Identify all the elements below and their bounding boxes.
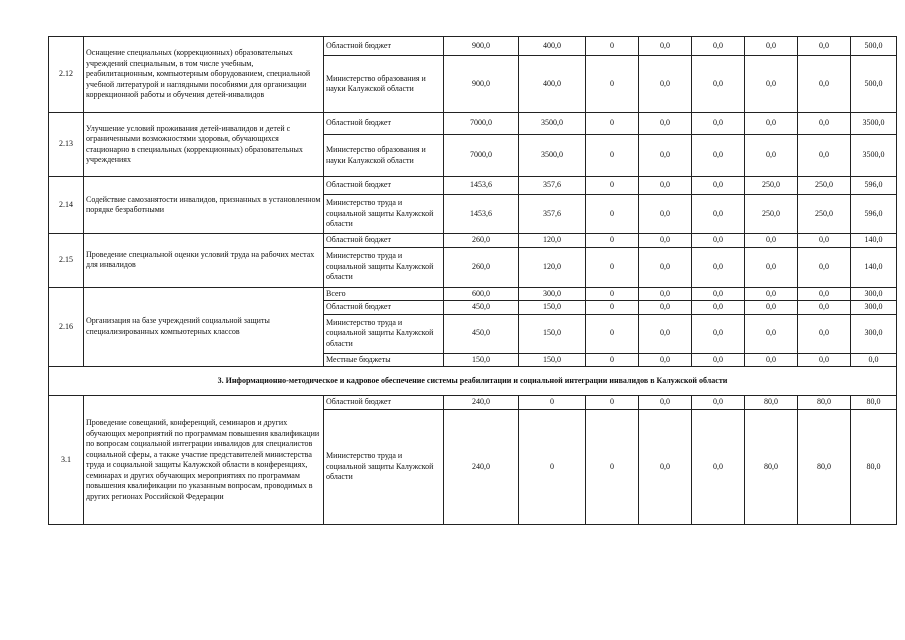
amount-cell: 0,0 [745, 314, 798, 353]
amount-cell: 0,0 [639, 113, 692, 135]
amount-cell: 0 [519, 410, 586, 525]
amount-cell: 0,0 [798, 113, 851, 135]
amount-cell: 0,0 [851, 353, 897, 367]
amount-cell: 0,0 [639, 195, 692, 234]
amount-cell: 0,0 [692, 301, 745, 315]
amount-cell: 0,0 [745, 234, 798, 248]
amount-cell: 500,0 [851, 56, 897, 113]
amount-cell: 300,0 [851, 287, 897, 301]
amount-cell: 300,0 [519, 287, 586, 301]
amount-cell: 1453,6 [444, 195, 519, 234]
amount-cell: 0,0 [745, 113, 798, 135]
amount-cell: 0,0 [639, 177, 692, 195]
amount-cell: 0 [586, 56, 639, 113]
funding-source: Министерство труда и социальной защиты Калужской области [324, 195, 444, 234]
amount-cell: 596,0 [851, 195, 897, 234]
amount-cell: 0,0 [798, 247, 851, 287]
amount-cell: 0,0 [639, 56, 692, 113]
amount-cell: 120,0 [519, 247, 586, 287]
amount-cell: 150,0 [444, 353, 519, 367]
amount-cell: 500,0 [851, 37, 897, 56]
section-title: 3. Информационно-методическое и кадровое обеспечение системы реабилитации и социальной интеграции инвалидов в Калужской области [49, 367, 897, 396]
amount-cell: 80,0 [745, 396, 798, 410]
funding-source: Областной бюджет [324, 396, 444, 410]
amount-cell: 7000,0 [444, 113, 519, 135]
amount-cell: 0 [586, 353, 639, 367]
table-row [49, 287, 897, 301]
amount-cell: 0,0 [745, 287, 798, 301]
amount-cell: 596,0 [851, 177, 897, 195]
item-number: 3.1 [49, 396, 84, 525]
amount-cell: 250,0 [798, 195, 851, 234]
amount-cell: 0,0 [692, 113, 745, 135]
amount-cell: 400,0 [519, 56, 586, 113]
amount-cell: 0 [519, 396, 586, 410]
amount-cell: 450,0 [444, 301, 519, 315]
amount-cell: 400,0 [519, 37, 586, 56]
amount-cell: 150,0 [519, 314, 586, 353]
amount-cell: 0,0 [639, 287, 692, 301]
amount-cell: 80,0 [851, 410, 897, 525]
amount-cell: 0,0 [745, 247, 798, 287]
amount-cell: 0,0 [745, 301, 798, 315]
amount-cell: 0,0 [639, 353, 692, 367]
amount-cell: 0,0 [745, 353, 798, 367]
funding-source: Областной бюджет [324, 113, 444, 135]
item-number: 2.14 [49, 177, 84, 234]
item-number: 2.12 [49, 37, 84, 113]
amount-cell: 260,0 [444, 247, 519, 287]
item-name: Оснащение специальных (коррекционных) образовательных учреждений специальным, в том числе учебным, реабилитационным, компьютерным оборудованием, специальной учебной литературой и наглядными пособиями для организации коррекционной работы и обучения детей-инвалидов [84, 37, 324, 113]
section-row [49, 367, 897, 396]
amount-cell: 300,0 [851, 301, 897, 315]
amount-cell: 3500,0 [519, 113, 586, 135]
amount-cell: 0 [586, 247, 639, 287]
amount-cell: 0,0 [639, 410, 692, 525]
amount-cell: 0 [586, 135, 639, 177]
amount-cell: 0 [586, 177, 639, 195]
item-number: 2.16 [49, 287, 84, 367]
amount-cell: 0,0 [798, 56, 851, 113]
amount-cell: 0,0 [639, 135, 692, 177]
amount-cell: 0,0 [798, 353, 851, 367]
amount-cell: 450,0 [444, 314, 519, 353]
table-body [49, 37, 897, 525]
amount-cell: 3500,0 [519, 135, 586, 177]
amount-cell: 0 [586, 314, 639, 353]
funding-source: Местные бюджеты [324, 353, 444, 367]
table-row [49, 177, 897, 195]
funding-source: Всего [324, 287, 444, 301]
amount-cell: 0,0 [639, 396, 692, 410]
amount-cell: 0,0 [692, 195, 745, 234]
amount-cell: 0,0 [639, 234, 692, 248]
funding-source: Министерство труда и социальной защиты Калужской области [324, 314, 444, 353]
item-name: Проведение совещаний, конференций, семинаров и других обучающих мероприятий по программам повышения квалификации по вопросам социальной интеграции инвалидов для специалистов социальной сферы, а также участие представителей министерства труда и социальной защиты Калужской области в конференциях, семинарах и других обучающих мероприятиях по программам повышения квалификации по указанным вопросам, проводимых в других регионах Российской Федерации [84, 396, 324, 525]
table-row [49, 113, 897, 135]
amount-cell: 150,0 [519, 353, 586, 367]
item-number: 2.15 [49, 234, 84, 288]
amount-cell: 250,0 [745, 177, 798, 195]
funding-source: Областной бюджет [324, 177, 444, 195]
item-name: Улучшение условий проживания детей-инвалидов и детей с ограниченными возможностями здоровья, обучающихся стационарно в специальных (коррекционных) образовательных учреждениях [84, 113, 324, 177]
amount-cell: 0,0 [798, 301, 851, 315]
amount-cell: 0,0 [692, 247, 745, 287]
amount-cell: 80,0 [851, 396, 897, 410]
amount-cell: 250,0 [798, 177, 851, 195]
funding-source: Министерство труда и социальной защиты Калужской области [324, 247, 444, 287]
amount-cell: 0,0 [639, 247, 692, 287]
amount-cell: 260,0 [444, 234, 519, 248]
amount-cell: 0 [586, 287, 639, 301]
amount-cell: 80,0 [798, 410, 851, 525]
amount-cell: 0,0 [798, 135, 851, 177]
amount-cell: 0,0 [798, 287, 851, 301]
amount-cell: 250,0 [745, 195, 798, 234]
funding-source: Областной бюджет [324, 37, 444, 56]
item-name: Организация на базе учреждений социальной защиты специализированных компьютерных классов [84, 287, 324, 367]
amount-cell: 0,0 [692, 314, 745, 353]
amount-cell: 0 [586, 195, 639, 234]
amount-cell: 0,0 [745, 135, 798, 177]
amount-cell: 0 [586, 113, 639, 135]
amount-cell: 150,0 [519, 301, 586, 315]
amount-cell: 0,0 [639, 314, 692, 353]
amount-cell: 0,0 [798, 234, 851, 248]
amount-cell: 0,0 [692, 287, 745, 301]
amount-cell: 357,6 [519, 195, 586, 234]
amount-cell: 0,0 [692, 410, 745, 525]
item-name: Проведение специальной оценки условий труда на рабочих местах для инвалидов [84, 234, 324, 288]
amount-cell: 0,0 [692, 177, 745, 195]
amount-cell: 0,0 [798, 37, 851, 56]
item-number: 2.13 [49, 113, 84, 177]
amount-cell: 0 [586, 37, 639, 56]
amount-cell: 0,0 [692, 396, 745, 410]
amount-cell: 300,0 [851, 314, 897, 353]
amount-cell: 0 [586, 301, 639, 315]
funding-source: Областной бюджет [324, 234, 444, 248]
item-name: Содействие самозанятости инвалидов, признанных в установленном порядке безработными [84, 177, 324, 234]
table-row [49, 234, 897, 248]
amount-cell: 80,0 [745, 410, 798, 525]
amount-cell: 120,0 [519, 234, 586, 248]
funding-source: Министерство образования и науки Калужской области [324, 56, 444, 113]
funding-source: Министерство труда и социальной защиты Калужской области [324, 410, 444, 525]
amount-cell: 240,0 [444, 396, 519, 410]
amount-cell: 900,0 [444, 56, 519, 113]
amount-cell: 1453,6 [444, 177, 519, 195]
amount-cell: 900,0 [444, 37, 519, 56]
amount-cell: 240,0 [444, 410, 519, 525]
funding-source: Областной бюджет [324, 301, 444, 315]
amount-cell: 140,0 [851, 247, 897, 287]
table-row [49, 396, 897, 410]
amount-cell: 0,0 [798, 314, 851, 353]
amount-cell: 0,0 [692, 135, 745, 177]
amount-cell: 357,6 [519, 177, 586, 195]
amount-cell: 0 [586, 234, 639, 248]
amount-cell: 3500,0 [851, 135, 897, 177]
amount-cell: 0,0 [745, 37, 798, 56]
amount-cell: 7000,0 [444, 135, 519, 177]
amount-cell: 0,0 [692, 56, 745, 113]
amount-cell: 0,0 [639, 37, 692, 56]
amount-cell: 0,0 [692, 353, 745, 367]
amount-cell: 3500,0 [851, 113, 897, 135]
funding-source: Министерство образования и науки Калужской области [324, 135, 444, 177]
amount-cell: 0,0 [745, 56, 798, 113]
amount-cell: 0 [586, 410, 639, 525]
amount-cell: 600,0 [444, 287, 519, 301]
amount-cell: 0 [586, 396, 639, 410]
table-row [49, 37, 897, 56]
amount-cell: 0,0 [692, 37, 745, 56]
amount-cell: 140,0 [851, 234, 897, 248]
amount-cell: 80,0 [798, 396, 851, 410]
budget-table [48, 36, 897, 525]
amount-cell: 0,0 [639, 301, 692, 315]
amount-cell: 0,0 [692, 234, 745, 248]
